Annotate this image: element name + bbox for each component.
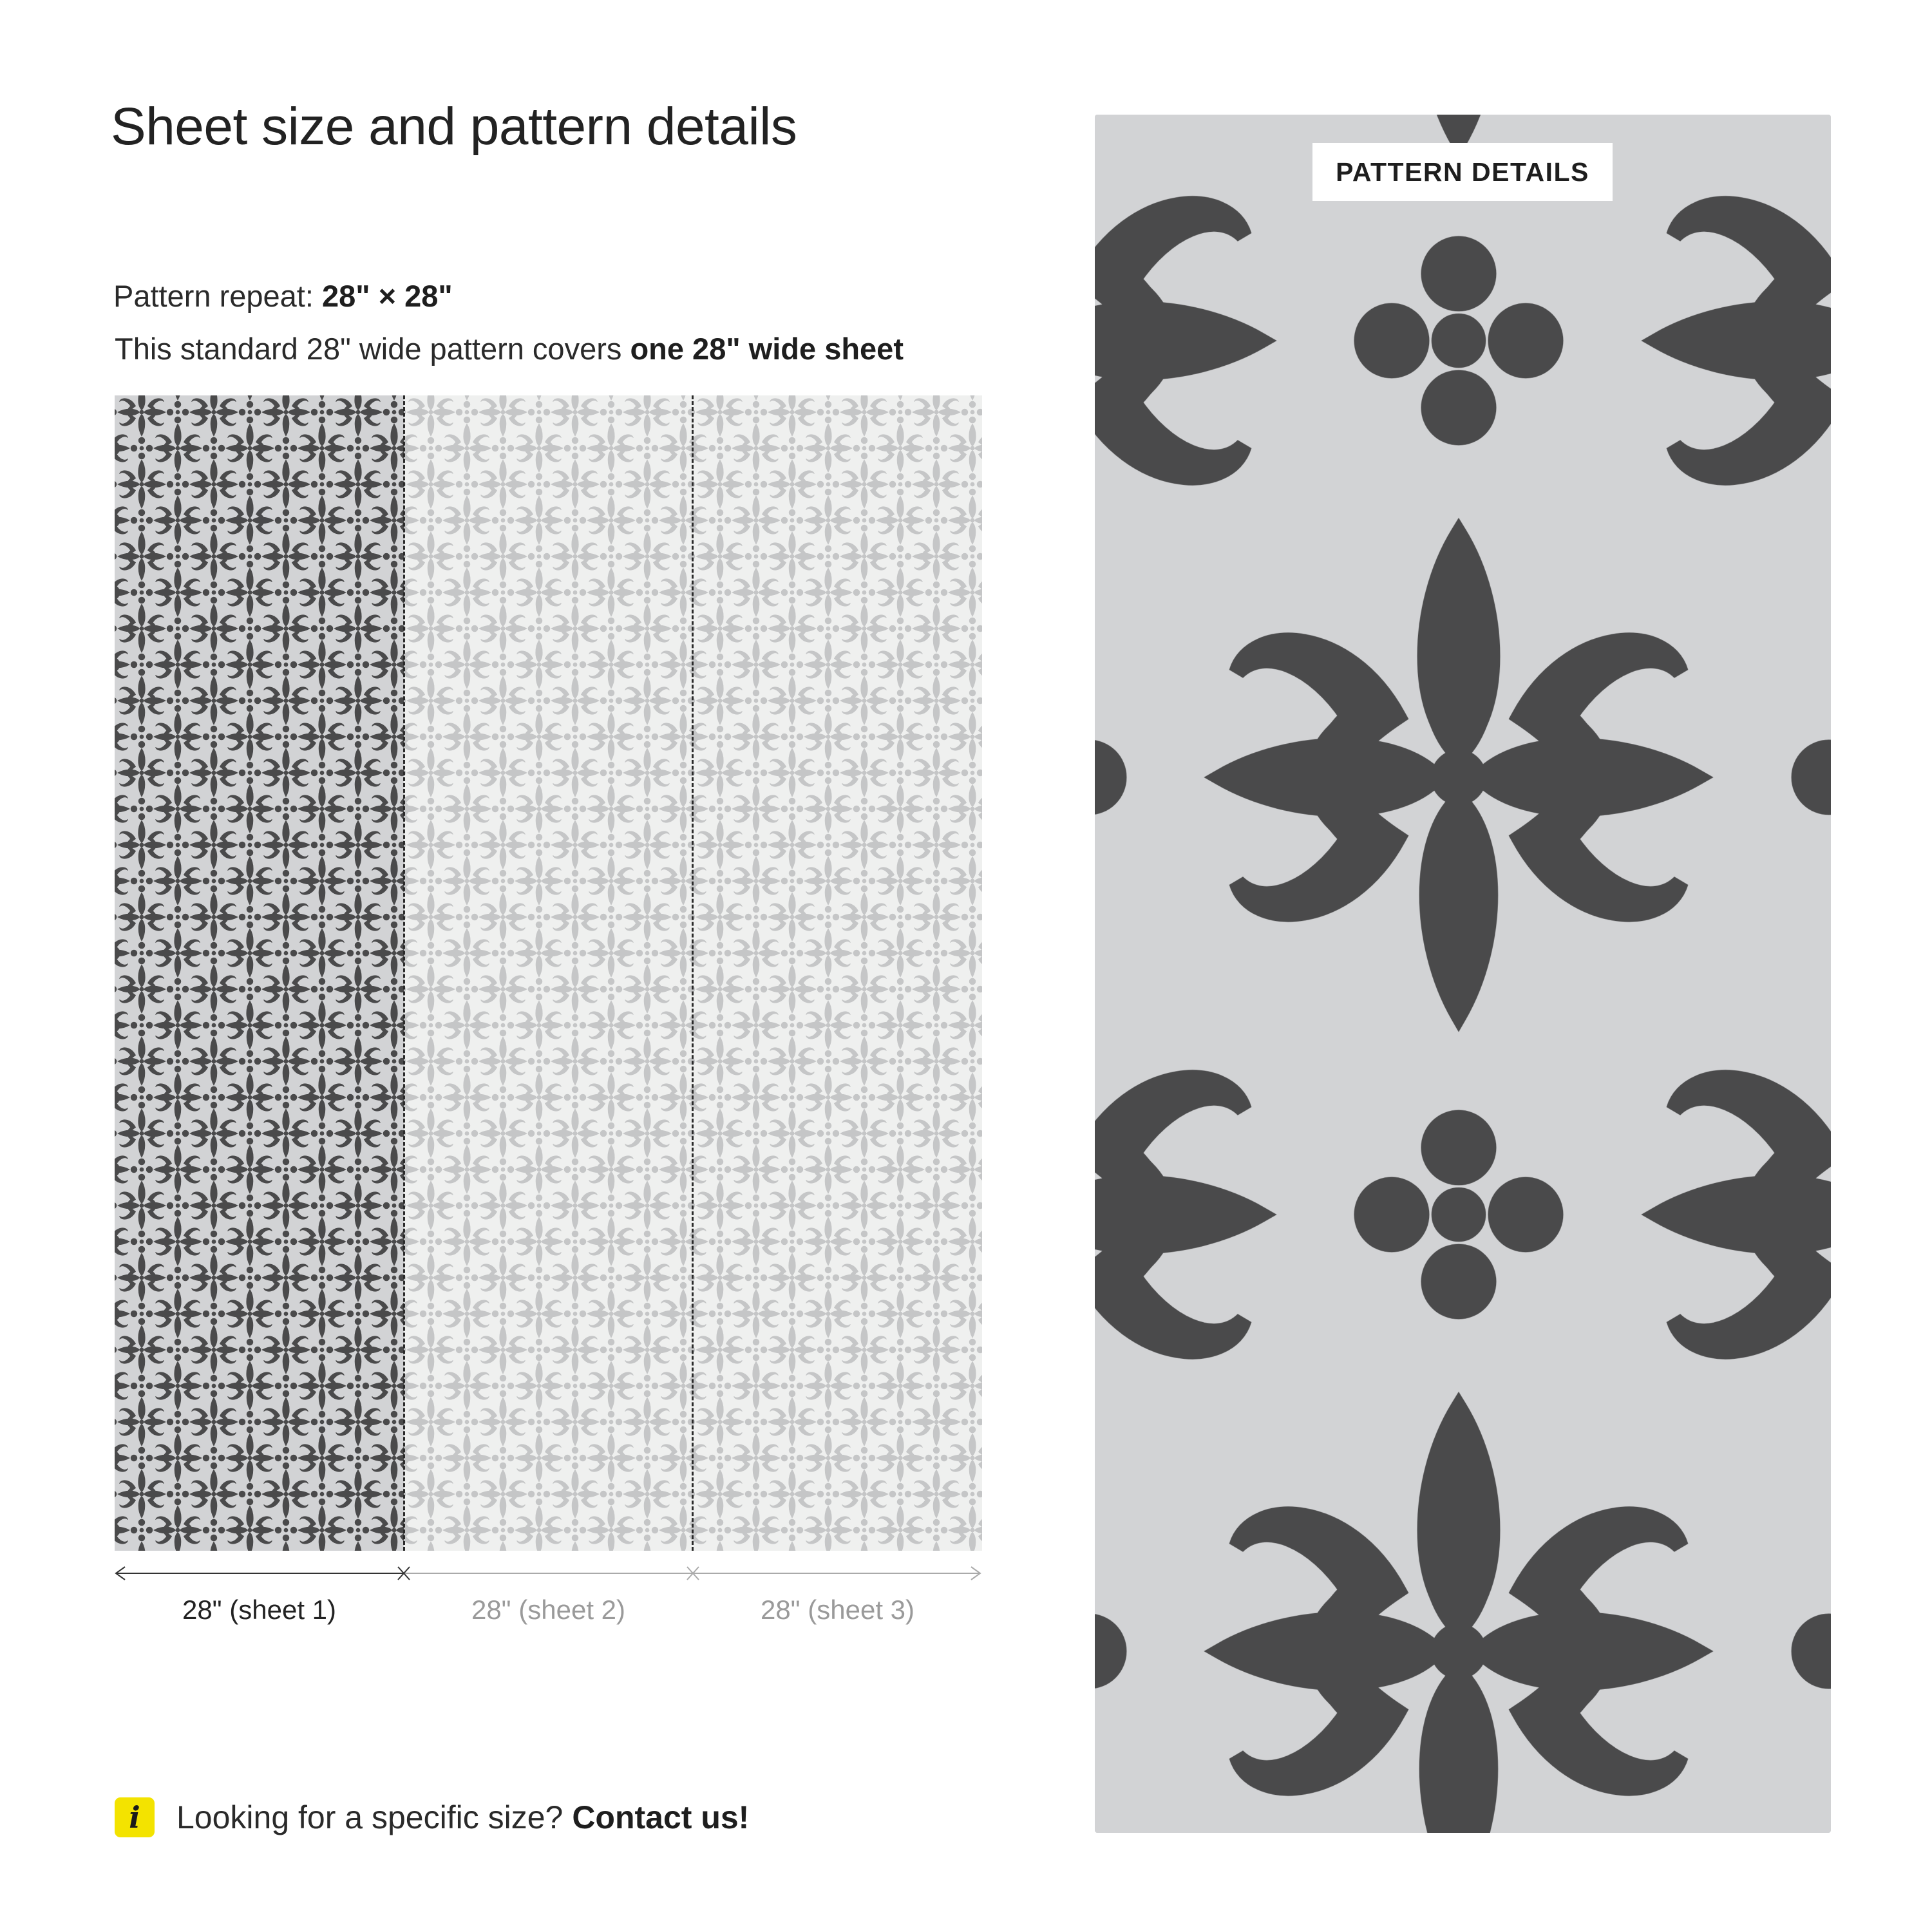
- sheet-1-pattern: [115, 395, 404, 1551]
- pattern-repeat-label: Pattern repeat:: [113, 279, 322, 313]
- width-dimension: [115, 1564, 981, 1583]
- info-text: Looking for a specific size?: [176, 1799, 564, 1835]
- sheet-2-preview: [404, 395, 693, 1551]
- info-icon: i: [115, 1797, 155, 1837]
- pattern-detail-image: [1095, 115, 1831, 1833]
- sheet-3-preview: [693, 395, 982, 1551]
- coverage-emphasis: one 28" wide sheet: [630, 332, 904, 366]
- coverage-text: This standard 28" wide pattern covers: [115, 332, 630, 366]
- sheet-2-pattern: [404, 395, 693, 1551]
- sheet-3-pattern: [693, 395, 982, 1551]
- page-title: Sheet size and pattern details: [111, 97, 797, 156]
- pattern-details-badge: PATTERN DETAILS: [1312, 143, 1613, 201]
- pattern-repeat-line: [113, 278, 453, 314]
- info-banner: [115, 1797, 749, 1838]
- sheet-seam: [692, 395, 694, 1551]
- pattern-detail-panel: [1095, 115, 1831, 1833]
- contact-us-link[interactable]: Contact us!: [572, 1799, 750, 1835]
- sheet-seam: [403, 395, 405, 1551]
- sheet-2-label: 28" (sheet 2): [471, 1595, 626, 1625]
- pattern-repeat-value: 28" × 28": [321, 279, 453, 313]
- coverage-line: [115, 331, 904, 366]
- sheet-1-label: 28" (sheet 1): [182, 1595, 337, 1625]
- sheet-preview: [115, 395, 981, 1551]
- sheet-3-label: 28" (sheet 3): [760, 1595, 915, 1625]
- sheet-1-preview: [115, 395, 404, 1551]
